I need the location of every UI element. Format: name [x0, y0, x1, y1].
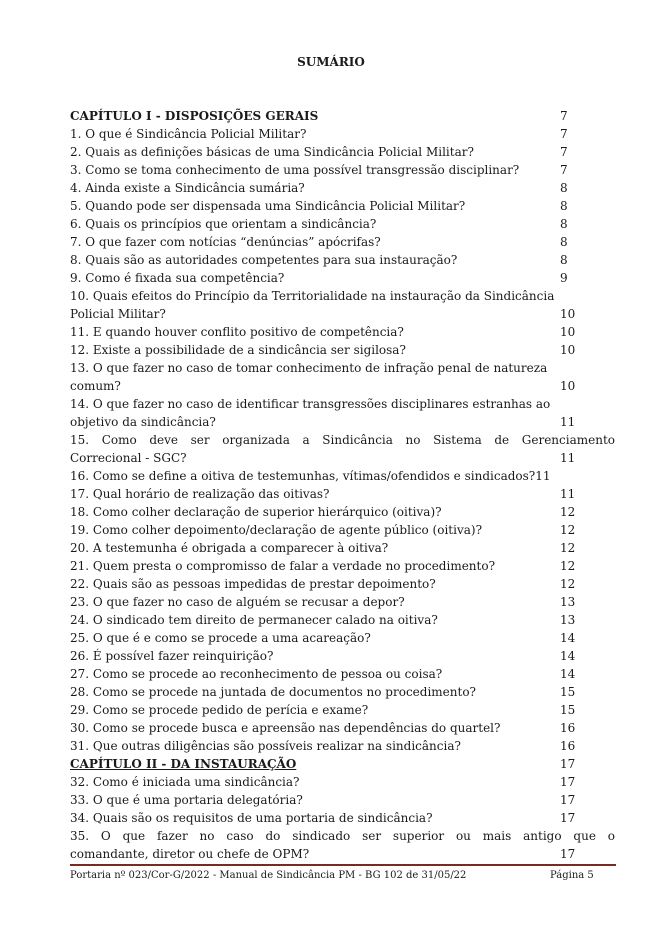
toc-entry-page: 7: [560, 163, 568, 177]
toc-entry: [70, 521, 615, 539]
toc-entry-text: 25. O que é e como se procede a uma acareação?: [70, 631, 371, 645]
toc-entry-page: 12: [560, 559, 576, 573]
toc-entry: [70, 359, 615, 377]
footer-page-number: Página 5: [550, 870, 594, 881]
toc-entry-text: comandante, diretor ou chefe de OPM?: [70, 847, 310, 861]
toc-entry-page: 8: [560, 199, 568, 213]
toc-entry-page: 12: [560, 523, 576, 537]
toc-entry-text: 28. Como se procede na juntada de documentos no procedimento?: [70, 685, 476, 699]
toc-entry: [70, 503, 615, 521]
toc-entry: [70, 773, 615, 791]
page-title: SUMÁRIO: [297, 55, 365, 69]
toc-entry: [70, 485, 615, 503]
toc-entry: [70, 593, 615, 611]
toc-entry: [70, 683, 615, 701]
toc-entry-text: 23. O que fazer no caso de alguém se recusar a depor?: [70, 595, 405, 609]
toc-entry: [70, 377, 615, 395]
toc-entry-text: 8. Quais são as autoridades competentes para sua instauração?: [70, 253, 458, 267]
toc-entry: [70, 467, 615, 485]
toc-entry: [70, 395, 615, 413]
toc-entry-text: 17. Qual horário de realização das oitivas?: [70, 487, 330, 501]
toc-entry: [70, 827, 615, 845]
toc-entry: [70, 449, 615, 467]
toc-entry-page: 13: [560, 595, 576, 609]
toc-entry-text: 3. Como se toma conhecimento de uma possível transgressão disciplinar?: [70, 163, 520, 177]
toc-entry: [70, 233, 615, 251]
toc-entry: [70, 701, 615, 719]
toc-entry-text: CAPÍTULO II - DA INSTAURAÇÃO: [70, 757, 297, 771]
toc-entry-text: 2. Quais as definições básicas de uma Sindicância Policial Militar?: [70, 145, 474, 159]
toc-entry-page: 7: [560, 127, 568, 141]
toc-entry-page: 10: [560, 343, 576, 357]
toc-entry: [70, 125, 615, 143]
toc-entry-text: 16. Como se define a oitiva de testemunhas, vítimas/ofendidos e sindicados?11: [70, 469, 551, 483]
toc-entry-text: 11. E quando houver conflito positivo de competência?: [70, 325, 404, 339]
table-of-contents: [70, 107, 615, 863]
toc-entry-page: 11: [560, 415, 576, 429]
toc-entry-page: 10: [560, 379, 576, 393]
toc-entry: [70, 251, 615, 269]
toc-entry-text: 18. Como colher declaração de superior hierárquico (oitiva)?: [70, 505, 442, 519]
toc-entry: [70, 629, 615, 647]
toc-entry: [70, 269, 615, 287]
toc-entry-text: 4. Ainda existe a Sindicância sumária?: [70, 181, 305, 195]
toc-entry-text: 12. Existe a possibilidade de a sindicância ser sigilosa?: [70, 343, 406, 357]
toc-entry-text: 1. O que é Sindicância Policial Militar?: [70, 127, 307, 141]
toc-entry-text: 35. O que fazer no caso do sindicado ser superior ou mais antigo que o: [70, 829, 615, 843]
toc-entry: [70, 323, 615, 341]
toc-entry-page: 15: [560, 703, 576, 717]
toc-entry-text: 22. Quais são as pessoas impedidas de prestar depoimento?: [70, 577, 436, 591]
toc-entry-page: 12: [560, 541, 576, 555]
toc-entry: [70, 611, 615, 629]
toc-entry-page: 17: [560, 847, 576, 861]
toc-entry: [70, 341, 615, 359]
toc-entry-page: 14: [560, 667, 576, 681]
toc-entry-text: 10. Quais efeitos do Princípio da Territorialidade na instauração da Sindicância: [70, 289, 555, 303]
toc-entry-page: 14: [560, 649, 576, 663]
toc-entry: [70, 143, 615, 161]
toc-entry: [70, 161, 615, 179]
toc-entry-page: 9: [560, 271, 568, 285]
toc-entry-text: 7. O que fazer com notícias “denúncias” apócrifas?: [70, 235, 381, 249]
toc-entry-page: 17: [560, 793, 576, 807]
toc-entry: [70, 845, 615, 863]
toc-entry-text: 24. O sindicado tem direito de permanecer calado na oitiva?: [70, 613, 438, 627]
toc-entry: [70, 413, 615, 431]
toc-entry-text: 6. Quais os princípios que orientam a sindicância?: [70, 217, 377, 231]
toc-entry-text: CAPÍTULO I - DISPOSIÇÕES GERAIS: [70, 109, 319, 123]
toc-entry-page: 17: [560, 811, 576, 825]
toc-entry-page: 11: [560, 487, 576, 501]
toc-entry: [70, 197, 615, 215]
toc-entry-text: 14. O que fazer no caso de identificar transgressões disciplinares estranhas ao: [70, 397, 551, 411]
toc-entry-text: comum?: [70, 379, 121, 393]
toc-entry-text: 20. A testemunha é obrigada a comparecer à oitiva?: [70, 541, 389, 555]
toc-entry-text: 15. Como deve ser organizada a Sindicância no Sistema de Gerenciamento: [70, 433, 615, 447]
toc-entry: [70, 791, 615, 809]
toc-entry-page: 16: [560, 721, 576, 735]
toc-entry: [70, 287, 615, 305]
toc-entry: [70, 539, 615, 557]
toc-entry: [70, 647, 615, 665]
toc-entry-page: 8: [560, 253, 568, 267]
toc-entry-text: 29. Como se procede pedido de perícia e exame?: [70, 703, 369, 717]
toc-entry: [70, 809, 615, 827]
toc-entry-text: 13. O que fazer no caso de tomar conhecimento de infração penal de natureza: [70, 361, 548, 375]
footer-reference: Portaria nº 023/Cor-G/2022 - Manual de Sindicância PM - BG 102 de 31/05/22: [70, 870, 467, 881]
toc-entry: [70, 215, 615, 233]
toc-entry: [70, 557, 615, 575]
toc-entry-text: 9. Como é fixada sua competência?: [70, 271, 285, 285]
toc-entry-page: 17: [560, 775, 576, 789]
toc-entry-page: 7: [560, 109, 568, 123]
toc-entry: [70, 737, 615, 755]
toc-entry-page: 12: [560, 505, 576, 519]
toc-entry: [70, 719, 615, 737]
toc-entry-page: 8: [560, 235, 568, 249]
toc-entry-page: 11: [560, 451, 576, 465]
toc-chapter-heading: [70, 107, 615, 125]
toc-entry-page: 10: [560, 325, 576, 339]
toc-entry-text: 26. É possível fazer reinquirição?: [70, 649, 274, 663]
toc-entry-text: Correcional - SGC?: [70, 451, 187, 465]
toc-entry-page: 12: [560, 577, 576, 591]
toc-entry-page: 7: [560, 145, 568, 159]
toc-entry-page: 13: [560, 613, 576, 627]
toc-entry: [70, 179, 615, 197]
toc-entry-text: 27. Como se procede ao reconhecimento de pessoa ou coisa?: [70, 667, 443, 681]
toc-entry-page: 15: [560, 685, 576, 699]
toc-entry-page: 16: [560, 739, 576, 753]
toc-entry-text: 31. Que outras diligências são possíveis realizar na sindicância?: [70, 739, 461, 753]
toc-entry-page: 8: [560, 217, 568, 231]
toc-entry-text: 19. Como colher depoimento/declaração de agente público (oitiva)?: [70, 523, 482, 537]
toc-chapter-heading: [70, 755, 615, 773]
toc-entry-text: 5. Quando pode ser dispensada uma Sindicância Policial Militar?: [70, 199, 466, 213]
footer-divider: [70, 864, 616, 866]
toc-entry-page: 8: [560, 181, 568, 195]
toc-entry-page: 14: [560, 631, 576, 645]
toc-entry: [70, 305, 615, 323]
toc-entry-text: 33. O que é uma portaria delegatória?: [70, 793, 303, 807]
toc-entry-text: objetivo da sindicância?: [70, 415, 216, 429]
toc-entry-text: 21. Quem presta o compromisso de falar a verdade no procedimento?: [70, 559, 496, 573]
toc-entry-page: 10: [560, 307, 576, 321]
toc-entry-text: Policial Militar?: [70, 307, 166, 321]
toc-entry-text: 34. Quais são os requisitos de uma portaria de sindicância?: [70, 811, 433, 825]
toc-entry-text: 32. Como é iniciada uma sindicância?: [70, 775, 300, 789]
toc-entry: [70, 431, 615, 449]
toc-entry: [70, 665, 615, 683]
toc-entry: [70, 575, 615, 593]
toc-entry-page: 17: [560, 757, 576, 771]
toc-entry-text: 30. Como se procede busca e apreensão nas dependências do quartel?: [70, 721, 501, 735]
